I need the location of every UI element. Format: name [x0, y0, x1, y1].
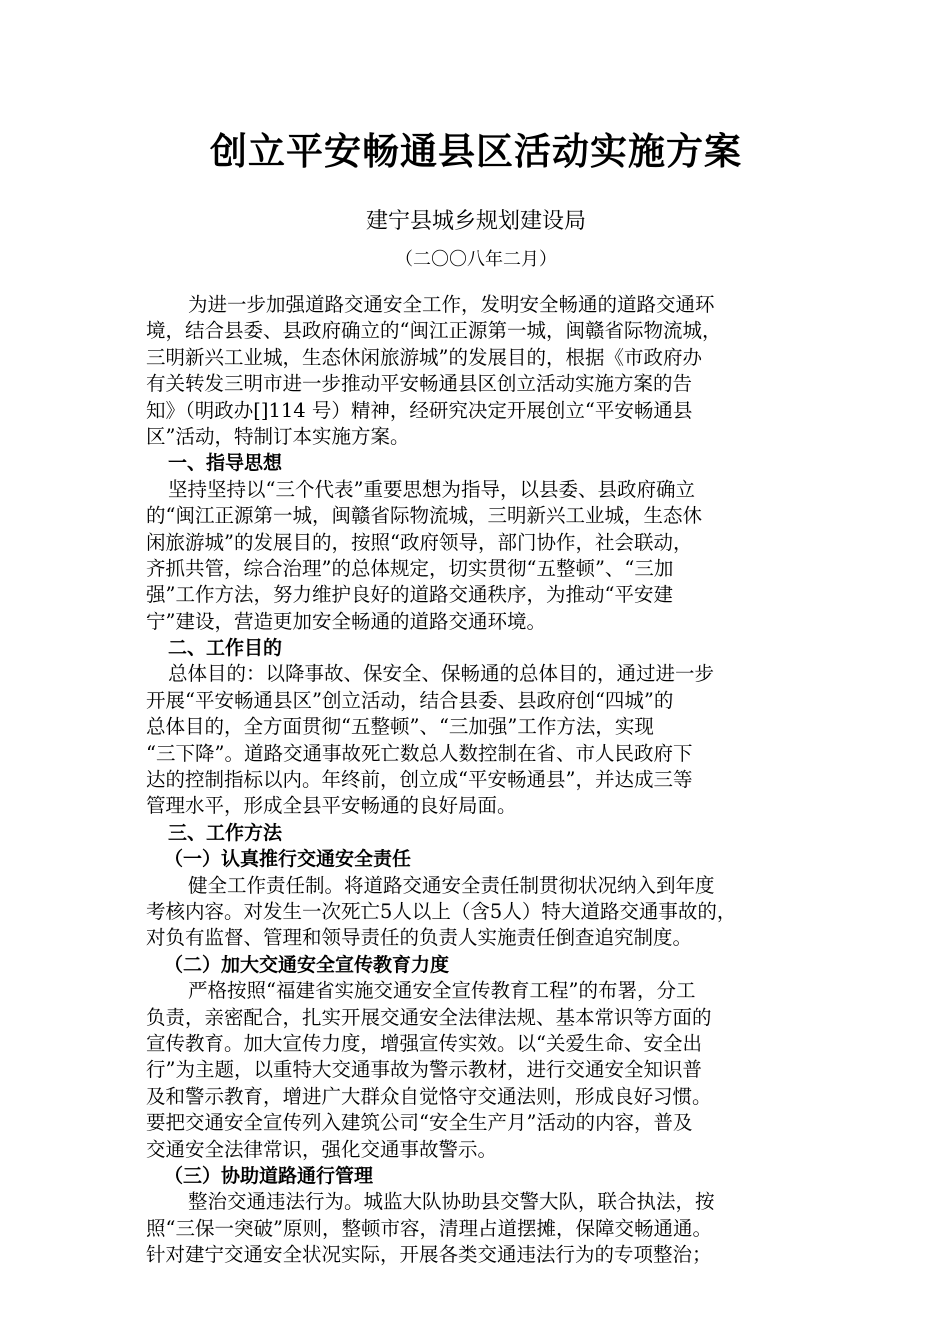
section-heading: 一、指导思想 — [168, 452, 283, 475]
text-line: 知》（明政办[]114 号）精神，经研究决定开展创立“平安畅通县 — [146, 398, 693, 422]
section-heading: 三、工作方法 — [168, 821, 283, 844]
text-line: 行”为主题，以重特大交通事故为警示教材，进行交通安全知识普 — [146, 1058, 702, 1082]
section-heading: （二）加大交通安全宣传教育力度 — [164, 953, 450, 976]
section-heading: （一）认真推行交通安全责任 — [164, 848, 412, 871]
section-heading: （三）协助道路通行管理 — [164, 1164, 374, 1187]
text-line: 坚持坚持以“三个代表”重要思想为指导，以县委、县政府确立 — [168, 477, 695, 501]
text-line: 的“闽江正源第一城，闽赣省际物流城，三明新兴工业城，生态休 — [146, 504, 702, 528]
text-line: 宁”建设，营造更加安全畅通的道路交通环境。 — [146, 609, 546, 633]
section-heading: 二、工作目的 — [168, 637, 283, 660]
text-line: 严格按照“福建省实施交通安全宣传教育工程”的布署，分工 — [188, 979, 696, 1003]
text-line: 区”活动，特制订本实施方案。 — [146, 424, 410, 448]
text-line: 开展“平安畅通县区”创立活动，结合县委、县政府创“四城”的 — [146, 688, 674, 712]
text-line: 负责，亲密配合，扎实开展交通安全法律法规、基本常识等方面的 — [146, 1005, 712, 1029]
document-body — [146, 292, 806, 1268]
text-line: “三下降”。道路交通事故死亡数总人数控制在省、市人民政府下 — [146, 741, 693, 765]
text-line: 达的控制指标以内。年终前，创立成“平安畅通县”，并达成三等 — [146, 768, 693, 792]
document-author: 建宁县城乡规划建设局 — [365, 209, 586, 234]
text-line: 总体目的，全方面贯彻“五整顿”、“三加强”工作方法，实现 — [146, 715, 654, 739]
text-line: 照“三保一突破”原则，整顿市容，清理占道摆摊，保障交畅通通。 — [146, 1216, 712, 1240]
text-line: 整治交通违法行为。城监大队协助县交警大队，联合执法，按 — [188, 1190, 715, 1214]
text-line: 对负有监督、管理和领导责任的负责人实施责任倒查追究制度。 — [146, 926, 693, 950]
text-line: 境，结合县委、县政府确立的“闽江正源第一城，闽赣省际物流城， — [146, 319, 722, 343]
text-line: 总体目的：以降事故、保安全、保畅通的总体目的，通过进一步 — [168, 662, 715, 686]
text-line: 为进一步加强道路交通安全工作，发明安全畅通的道路交通环 — [188, 293, 715, 316]
text-line: 交通安全法律常识，强化交通事故警示。 — [146, 1137, 498, 1161]
document-date: （二〇〇八年二月） — [395, 249, 557, 270]
text-line: 有关转发三明市进一步推动平安畅通县区创立活动实施方案的告 — [146, 372, 693, 396]
text-line: 要把交通安全宣传列入建筑公司“安全生产月”活动的内容，普及 — [146, 1111, 693, 1135]
document-title: 创立平安畅通县区活动实施方案 — [210, 130, 742, 173]
text-line: 健全工作责任制。将道路交通安全责任制贯彻状况纳入到年度 — [188, 873, 715, 897]
text-line: 及和警示教育，增进广大群众自觉恪守交通法则，形成良好习惯。 — [146, 1084, 712, 1108]
text-line: 管理水平，形成全县平安畅通的良好局面。 — [146, 794, 517, 818]
text-line: 针对建宁交通安全状况实际，开展各类交通违法行为的专项整治； — [146, 1243, 712, 1267]
text-line: 三明新兴工业城，生态休闲旅游城”的发展目的，根据《市政府办 — [146, 345, 702, 369]
text-line: 闲旅游城”的发展目的，按照“政府领导，部门协作，社会联动， — [146, 530, 693, 554]
text-line: 考核内容。对发生一次死亡5人以上（含5人）特大道路交通事故的， — [146, 899, 737, 923]
text-line: 宣传教育。加大宣传力度，增强宣传实效。以“关爱生命、安全出 — [146, 1031, 702, 1055]
text-line: 齐抓共管，综合治理”的总体规定，切实贯彻“五整顿”、“三加 — [146, 556, 674, 580]
text-line: 强”工作方法，努力维护良好的道路交通秩序，为推动“平安建 — [146, 583, 673, 607]
